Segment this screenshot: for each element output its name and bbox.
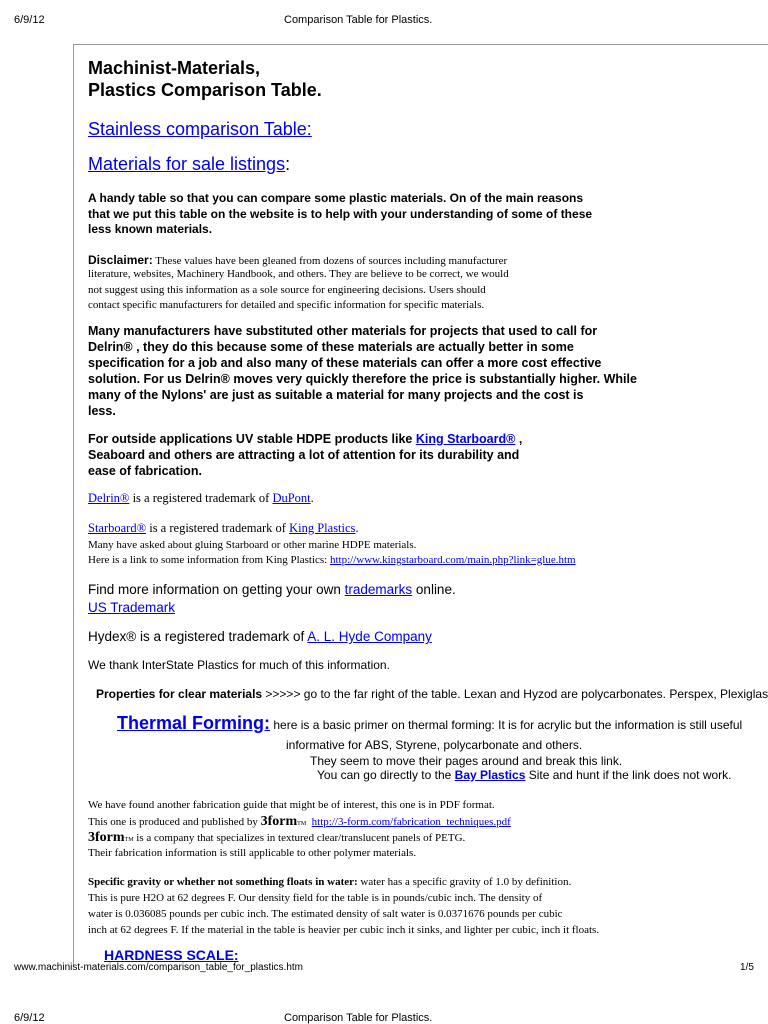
hyde-company-link[interactable]: A. L. Hyde Company — [307, 629, 432, 644]
sg-label: Specific gravity or whether not something floats in water: — [88, 876, 358, 888]
hardness-scale-link[interactable]: HARDNESS SCALE: — [104, 947, 239, 963]
sg-line-1: Specific gravity or whether not something floats in water: water has a specific gravity of 1.0 by definition. — [88, 876, 572, 888]
substitute-line-2: Delrin® , they do this because some of these materials are actually better in some — [88, 340, 574, 354]
sg-line-3: water is 0.036085 pounds per cubic inch. The estimated density of salt water is 0.0371676 pounds per cubic — [88, 908, 563, 920]
clear-materials-label: Properties for clear materials — [96, 687, 263, 701]
page-title-line1: Machinist-Materials, — [88, 58, 261, 78]
bay-plastics-link[interactable]: Bay Plastics — [454, 768, 526, 782]
intro-line-2: that we put this table on the website is to help with your understanding of some of these — [88, 206, 593, 221]
sale-colon: : — [285, 154, 291, 174]
next-print-date: 6/9/12 — [14, 1012, 45, 1024]
fab-line-1: We have found another fabrication guide that might be of interest, this one is in PDF format. — [88, 799, 495, 811]
thermal-forming-link[interactable]: Thermal Forming: — [117, 713, 271, 733]
fab-line-3: 3formTM is a company that specializes in textured clear/translucent panels of PETG. — [88, 830, 466, 845]
brand-3form: 3form — [260, 814, 298, 829]
sg-line-4: inch at 62 degrees F. If the material in the table is heavier per cubic inch it sinks, and lighter per cubic, inch it floats. — [88, 924, 600, 936]
thanks-line: We thank InterState Plastics for much of this information. — [88, 658, 390, 672]
glue-info-link[interactable]: http://www.kingstarboard.com/main.php?link=glue.htm — [329, 554, 576, 566]
king-starboard-link[interactable]: King Starboard® — [415, 432, 516, 446]
outside-line-1: For outside applications UV stable HDPE products like King Starboard® , — [88, 432, 523, 446]
materials-for-sale-link[interactable]: Materials for sale listings — [88, 154, 286, 174]
substitute-line-1: Many manufacturers have substituted other materials for projects that used to call for — [88, 324, 598, 338]
delrin-trademark-line: Delrin® is a registered trademark of DuPont. — [88, 491, 314, 505]
substitute-line-3: specification for a job and also many of these materials can offer a more cost effective — [88, 356, 602, 370]
delrin-link[interactable]: Delrin® — [88, 491, 130, 505]
next-print-title: Comparison Table for Plastics. — [284, 1012, 433, 1024]
sg-line-2: This is pure H2O at 62 degrees F. Our density field for the table is in pounds/cubic inch. The density of — [88, 892, 543, 904]
intro-line-3: less known materials. — [88, 222, 213, 236]
starboard-trademark-line: Starboard® is a registered trademark of King Plastics. — [88, 521, 359, 535]
content-frame — [73, 44, 768, 965]
dupont-link[interactable]: DuPont — [272, 491, 311, 505]
page-url: www.machinist-materials.com/comparison_table_for_plastics.htm — [14, 962, 303, 973]
thermal-line-4: You can go directly to the Bay Plastics Site and hunt if the link does not work. — [317, 768, 732, 782]
thermal-line-3: They seem to move their pages around and break this link. — [310, 754, 623, 768]
page-number: 1/5 — [740, 962, 754, 973]
trademarks-link[interactable]: trademarks — [344, 582, 413, 597]
sale-listings-heading — [88, 154, 290, 175]
us-trademark-link[interactable]: US Trademark — [88, 600, 176, 615]
starboard-link[interactable]: Starboard® — [88, 521, 147, 535]
fab-line-4: Their fabrication information is still applicable to other polymer materials. — [88, 847, 417, 859]
substitute-line-5: many of the Nylons' are just as suitable a material for many projects and the cost is — [88, 388, 584, 402]
thermal-line-1: Thermal Forming: here is a basic primer on thermal forming: It is for acrylic but the information is still useful — [117, 713, 743, 733]
print-date: 6/9/12 — [14, 14, 45, 26]
fabrication-pdf-link[interactable]: http://3-form.com/fabrication_techniques.pdf — [311, 816, 511, 828]
page-title-line2: Plastics Comparison Table. — [88, 80, 322, 100]
substitute-line-4: solution. For us Delrin® moves very quickly therefore the price is substantially higher. While — [88, 372, 637, 386]
intro-line-1: A handy table so that you can compare some plastic materials. On of the main reasons — [88, 191, 584, 205]
thermal-line-2: informative for ABS, Styrene, polycarbonate and others. — [286, 738, 583, 752]
glue-line-1: Many have asked about gluing Starboard or other marine HDPE materials. — [88, 539, 417, 551]
print-title: Comparison Table for Plastics. — [284, 14, 433, 26]
clear-materials-line: Properties for clear materials >>>>> go to the far right of the table. Lexan and Hyzod are polycarbonates. Perspex, Plexiglas — [96, 687, 768, 701]
hydex-trademark-line: Hydex® is a registered trademark of A. L. Hyde Company — [88, 629, 432, 644]
disclaimer-line-1: Disclaimer: These values have been gleaned from dozens of sources including manufacturer — [88, 253, 508, 267]
glue-line-2: Here is a link to some information from King Plastics: http://www.kingstarboard.com/main.php?link=glue.htm — [88, 554, 576, 566]
stainless-comparison-link[interactable]: Stainless comparison Table: — [88, 119, 312, 139]
trademark-info-line: Find more information on getting your own trademarks online. — [88, 582, 456, 597]
fab-line-2: This one is produced and published by 3formTM http://3-form.com/fabrication_techniques.pdf — [88, 814, 511, 829]
king-plastics-link[interactable]: King Plastics — [289, 521, 356, 535]
disclaimer-line-3: not suggest using this information as a sole source for engineering decisions. Users should — [88, 283, 486, 296]
substitute-line-6: less. — [88, 404, 116, 418]
disclaimer-line-4: contact specific manufacturers for detailed and specific information for specific materials. — [88, 299, 485, 311]
disclaimer-label: Disclaimer: — [88, 253, 153, 267]
disclaimer-line-2: literature, websites, Machinery Handbook, and others. They are believe to be correct, we would — [88, 268, 509, 280]
outside-line-3: ease of fabrication. — [88, 464, 202, 478]
outside-line-2: Seaboard and others are attracting a lot of attention for its durability and — [88, 448, 520, 462]
